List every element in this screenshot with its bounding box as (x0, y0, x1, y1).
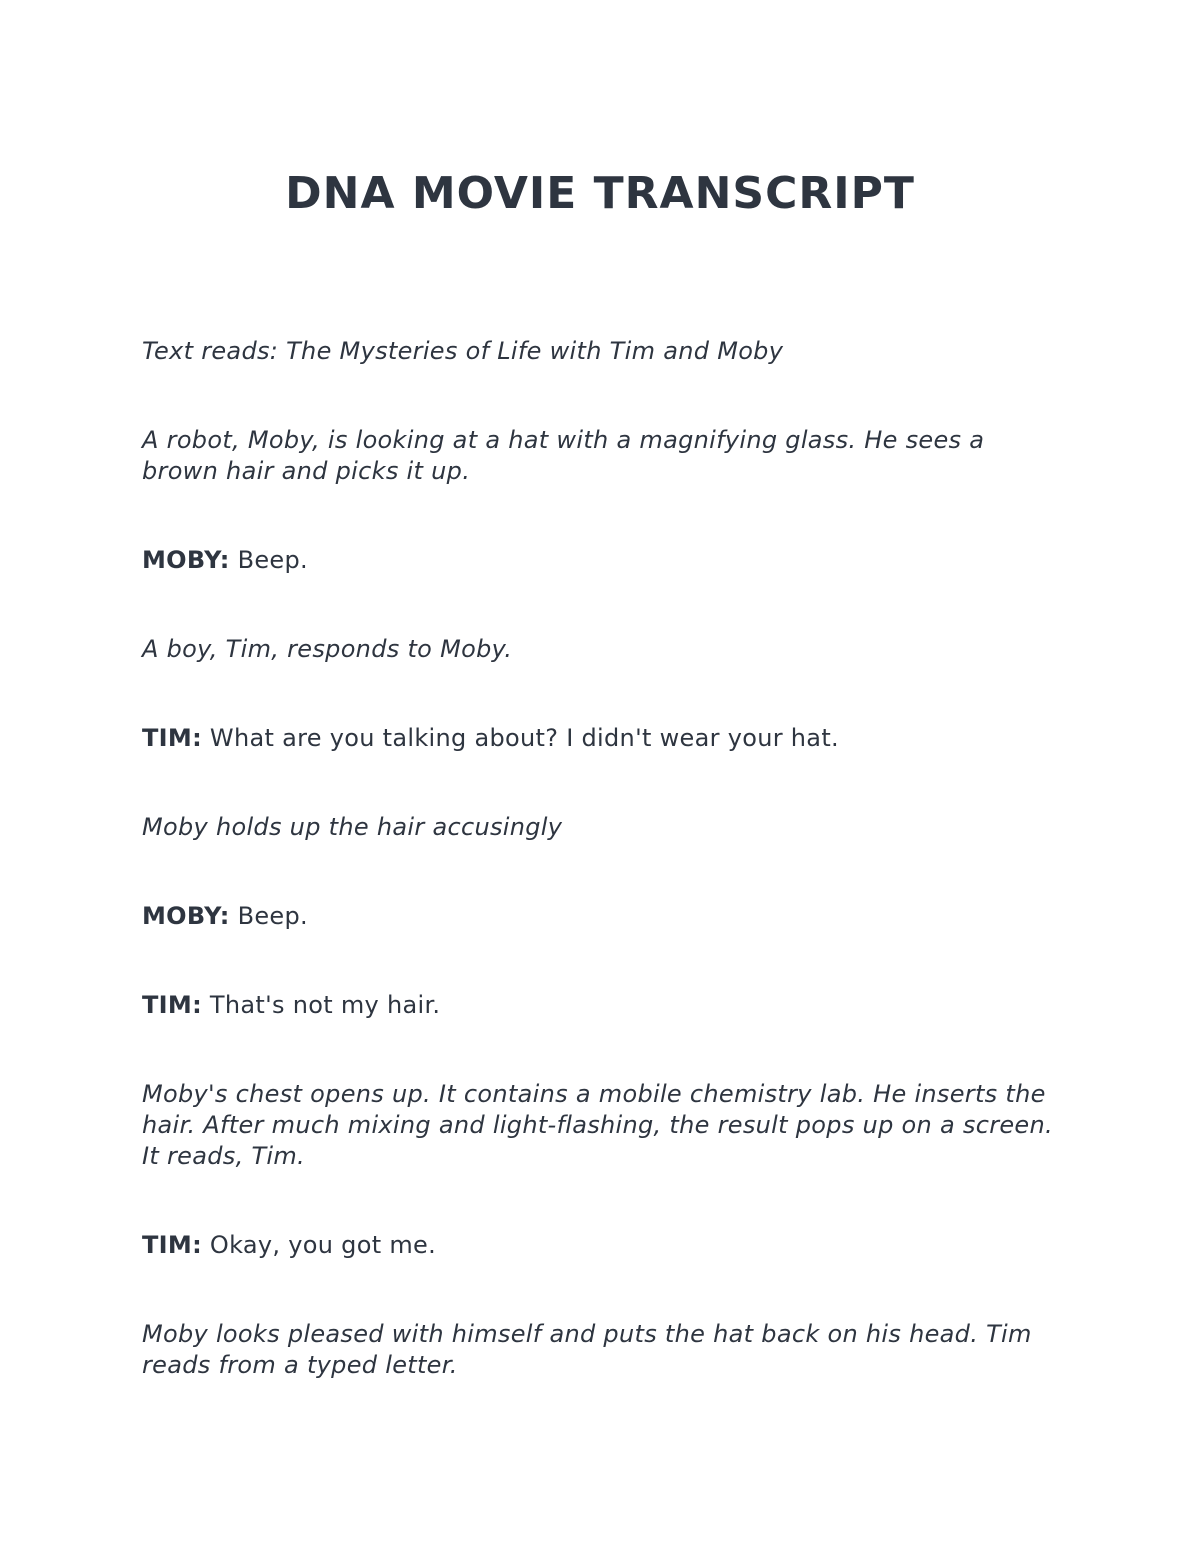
stage-direction (142, 812, 1062, 843)
transcript-body (142, 336, 1062, 1439)
dialogue-line (142, 545, 1062, 576)
dialogue-text: Beep. (237, 902, 308, 930)
speaker-name: TIM: (142, 1231, 202, 1259)
speaker-name: TIM: (142, 724, 202, 752)
page-title: DNA MOVIE TRANSCRIPT (285, 168, 915, 219)
dialogue-text: What are you talking about? I didn't wear your hat. (209, 724, 839, 752)
stage-direction-text: Moby holds up the hair accusingly (142, 813, 563, 841)
dialogue-text: Beep. (237, 546, 308, 574)
dialogue-line (142, 723, 1062, 754)
stage-direction-text: Text reads: The Mysteries of Life with Tim and Moby (142, 337, 784, 365)
dialogue-line (142, 990, 1062, 1021)
dialogue-text: That's not my hair. (209, 991, 441, 1019)
stage-direction-text: A boy, Tim, responds to Moby. (142, 635, 513, 663)
stage-direction-text: Moby looks pleased with himself and puts the hat back on his head. Tim reads from a typed letter. (142, 1320, 1032, 1379)
speaker-name: TIM: (142, 991, 202, 1019)
speaker-name: MOBY: (142, 546, 230, 574)
stage-direction (142, 425, 1062, 487)
stage-direction-text: A robot, Moby, is looking at a hat with a magnifying glass. He sees a brown hair and picks it up. (142, 426, 985, 485)
dialogue-line (142, 901, 1062, 932)
dialogue-text: Okay, you got me. (209, 1231, 437, 1259)
dialogue-line (142, 1230, 1062, 1261)
speaker-name: MOBY: (142, 902, 230, 930)
stage-direction (142, 336, 1062, 367)
stage-direction-text: Moby's chest opens up. It contains a mobile chemistry lab. He inserts the hair. After much mixing and light-flashing, the result pops up on a screen. It reads, Tim. (142, 1080, 1053, 1170)
stage-direction (142, 1319, 1062, 1381)
stage-direction (142, 634, 1062, 665)
stage-direction (142, 1079, 1062, 1172)
